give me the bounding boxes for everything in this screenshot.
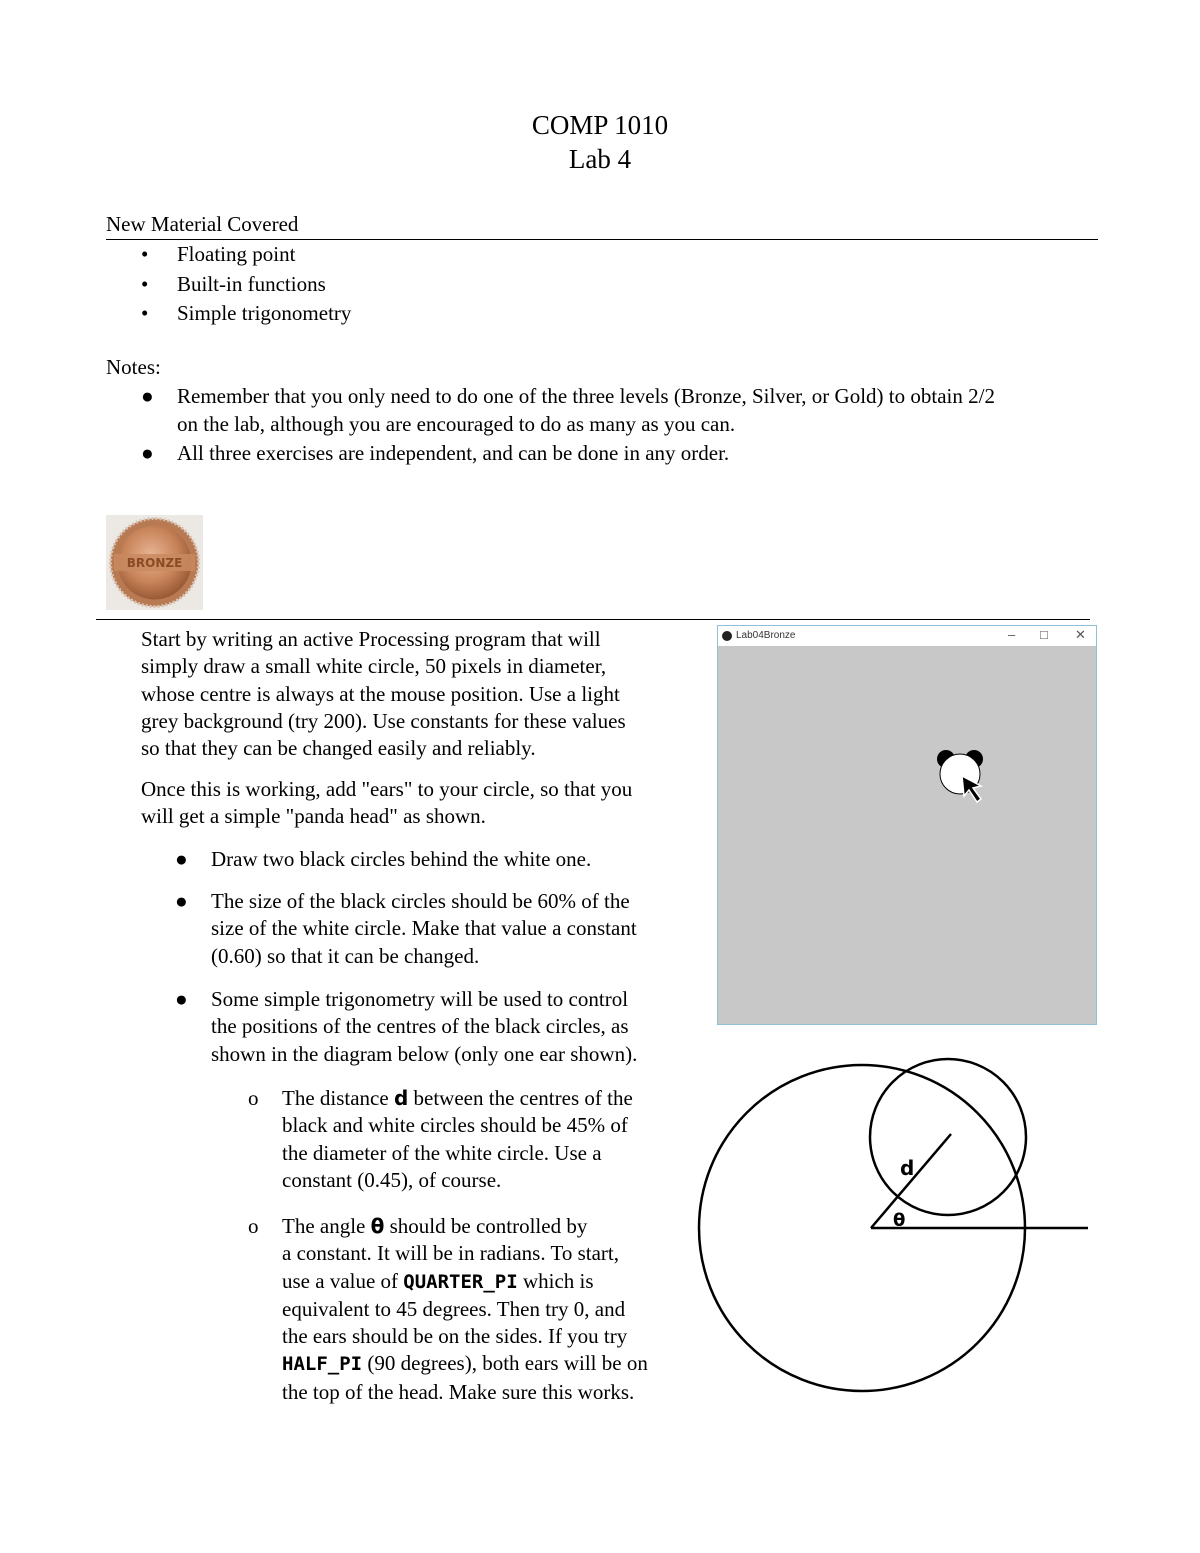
bronze-ears-paragraph: Once this is working, add "ears" to your circle, so that you will get a simple "panda head" as shown. [141,777,633,829]
panda-canvas [718,646,1096,1024]
sub-bullet-distance: o The distance d between the centres of the black and white circles should be 45% of the diameter of the white circle. Use a constant (0.45), of course. [248,1086,633,1192]
course-title: COMP 1010 [531,110,669,140]
minimize-icon[interactable]: – [1008,627,1016,642]
half-pi-code: HALF_PI [282,1353,363,1376]
close-icon[interactable]: ✕ [1075,627,1086,642]
theta-label: θ [893,1210,906,1231]
section-rule [106,239,1098,240]
bronze-bullet: ● Some simple trigonometry will be used to control the positions of the centres of the black circles, as shown in the diagram below (only one ear shown). [175,987,638,1066]
processing-window [717,625,1097,1025]
ear-diagram [690,1050,1100,1400]
window-title: Lab04Bronze [736,630,796,641]
bronze-rule [96,619,1090,620]
maximize-icon[interactable]: □ [1040,627,1048,642]
list-item: • Built-in functions [141,271,326,296]
notes-heading: Notes: [106,355,161,379]
list-item: ● Remember that you only need to do one of the three levels (Bronze, Silver, or Gold) to obtain 2/2 [141,384,995,408]
sub-bullet-angle: o The angle θ should be controlled by a constant. It will be in radians. To start, use a value of QUARTER_PI which is equivalent to 45 degrees. Then try 0, and the ears should be on the sides. If you try HALF_PI (90 degrees), both ears will be on the top of the head. Make sure this works. [248,1214,648,1404]
list-item-continuation: on the lab, although you are encouraged to do as many as you can. [177,411,736,436]
lab-title: Lab 4 [568,144,632,174]
bronze-bullet: ● The size of the black circles should be 60% of the size of the white circle. Make that value a constant (0.60) so that it can be changed. [175,889,637,968]
bronze-intro: Start by writing an active Processing program that will simply draw a small white circle, 50 pixels in diameter, whose centre is always at the mouse position. Use a light grey background (try 200). Use constants for these values so that they can be changed easily and reliably. [141,627,626,761]
new-material-list [141,241,352,328]
list-item: ● All three exercises are independent, and can be done in any order. [141,441,730,465]
d-symbol: d [393,1086,409,1110]
bronze-bullet: ● Draw two black circles behind the white one. [175,847,592,871]
svg-text:BRONZE: BRONZE [126,556,183,570]
bronze-badge [106,515,203,610]
new-material-heading: New Material Covered [106,212,299,236]
d-label: d [900,1156,915,1180]
theta-symbol: θ [370,1214,385,1238]
quarter-pi-code: QUARTER_PI [403,1270,518,1293]
notes-list [141,383,995,468]
window-titlebar [718,626,1096,646]
list-item: • Floating point [141,242,296,266]
list-item: • Simple trigonometry [141,301,352,325]
processing-logo-icon [722,631,732,641]
